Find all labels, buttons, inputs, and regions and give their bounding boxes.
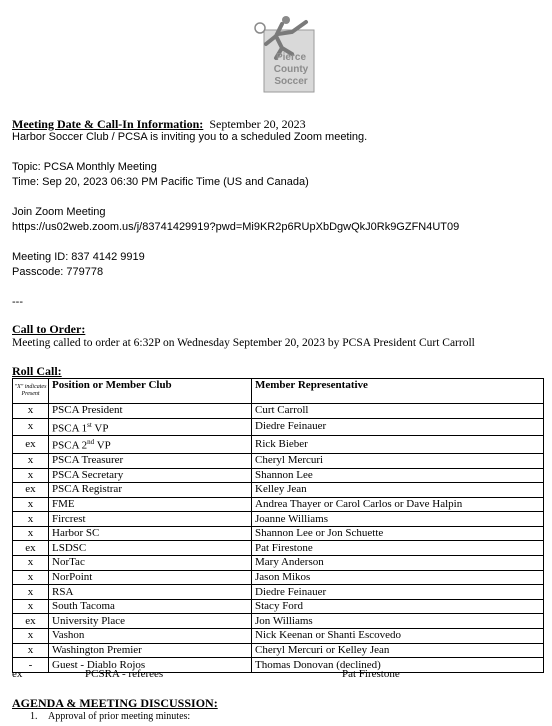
member-representative: Pat Firestone — [252, 541, 544, 556]
present-mark: x — [13, 512, 49, 527]
join-zoom-label: Join Zoom Meeting — [12, 206, 106, 218]
member-position: Vashon — [49, 629, 252, 644]
roll-call-header-row — [13, 379, 544, 404]
member-position: PSCA Treasurer — [49, 453, 252, 468]
present-mark: x — [13, 468, 49, 483]
present-mark: x — [13, 629, 49, 644]
agenda-item-number: 1. — [30, 711, 38, 722]
member-representative: Diedre Feinauer — [252, 418, 544, 436]
meeting-date: September 20, 2023 — [209, 117, 306, 131]
member-representative: Nick Keenan or Shanti Escovedo — [252, 629, 544, 644]
member-representative: Stacy Ford — [252, 599, 544, 614]
member-position: RSA — [49, 585, 252, 600]
roll-call-row — [13, 404, 544, 419]
member-position: NorTac — [49, 556, 252, 571]
present-mark: x — [13, 643, 49, 658]
member-position: PSCA President — [49, 404, 252, 419]
roll-call-row — [13, 629, 544, 644]
member-position: Harbor SC — [49, 526, 252, 541]
member-representative: Thomas Donovan (declined) — [252, 658, 544, 673]
meeting-invite: Harbor Soccer Club / PCSA is inviting you to a scheduled Zoom meeting. — [12, 131, 368, 143]
present-mark: ex — [13, 483, 49, 498]
col-header-present: "X" indicates Present — [13, 379, 49, 404]
roll-call-row — [13, 512, 544, 527]
present-mark: ex — [13, 614, 49, 629]
meeting-passcode: Passcode: 779778 — [12, 266, 104, 278]
member-position: LSDSC — [49, 541, 252, 556]
logo-text-line3: Soccer — [274, 76, 308, 87]
extra-mark: ex — [12, 668, 23, 680]
agenda-item-1: Approval of prior meeting minutes: — [48, 711, 191, 722]
meeting-time: Time: Sep 20, 2023 06:30 PM Pacific Time (US and Canada) — [12, 176, 309, 188]
member-position: Washington Premier — [49, 643, 252, 658]
member-position: NorPoint — [49, 570, 252, 585]
extra-position: PCSRA - referees — [85, 668, 164, 680]
meeting-info-heading-line — [12, 117, 306, 132]
present-mark: x — [13, 570, 49, 585]
present-mark: ex — [13, 541, 49, 556]
roll-call-row — [13, 570, 544, 585]
member-position: PSCA 2nd VP — [49, 436, 252, 454]
call-to-order-text: Meeting called to order at 6:32P on Wednesday September 20, 2023 by PCSA President Curt Carroll — [12, 337, 475, 349]
member-position: PSCA 1st VP — [49, 418, 252, 436]
member-representative: Jon Williams — [252, 614, 544, 629]
roll-call-row — [13, 556, 544, 571]
member-position: PSCA Secretary — [49, 468, 252, 483]
present-mark: x — [13, 453, 49, 468]
member-representative: Joanne Williams — [252, 512, 544, 527]
present-mark: x — [13, 404, 49, 419]
member-representative: Cheryl Mercuri — [252, 453, 544, 468]
pierce-county-soccer-logo — [252, 14, 318, 94]
present-mark: x — [13, 556, 49, 571]
roll-call-row — [13, 497, 544, 512]
member-position: PSCA Registrar — [49, 483, 252, 498]
separator: --- — [12, 296, 23, 308]
roll-call-row — [13, 526, 544, 541]
member-representative: Cheryl Mercuri or Kelley Jean — [252, 643, 544, 658]
roll-call-row — [13, 541, 544, 556]
member-representative: Mary Anderson — [252, 556, 544, 571]
member-position: University Place — [49, 614, 252, 629]
member-representative: Jason Mikos — [252, 570, 544, 585]
roll-call-table — [12, 378, 544, 673]
member-representative: Rick Bieber — [252, 436, 544, 454]
meeting-topic: Topic: PCSA Monthly Meeting — [12, 161, 157, 173]
member-representative: Shannon Lee or Jon Schuette — [252, 526, 544, 541]
extra-rep: Pat Firestone — [342, 668, 400, 680]
member-representative: Andrea Thayer or Carol Carlos or Dave Halpin — [252, 497, 544, 512]
present-mark: ex — [13, 436, 49, 454]
roll-call-row — [13, 418, 544, 436]
col-header-position: Position or Member Club — [49, 379, 252, 404]
roll-call-heading: Roll Call: — [12, 364, 62, 378]
agenda-heading: AGENDA & MEETING DISCUSSION: — [12, 696, 218, 710]
present-mark: x — [13, 599, 49, 614]
roll-call-row — [13, 585, 544, 600]
roll-call-row — [13, 453, 544, 468]
roll-call-row — [13, 468, 544, 483]
present-mark: x — [13, 497, 49, 512]
member-representative: Diedre Feinauer — [252, 585, 544, 600]
present-mark: x — [13, 418, 49, 436]
member-representative: Kelley Jean — [252, 483, 544, 498]
roll-call-row — [13, 436, 544, 454]
member-representative: Curt Carroll — [252, 404, 544, 419]
logo-text-line2: County — [273, 64, 309, 75]
meeting-info-heading: Meeting Date & Call-In Information: — [12, 117, 204, 131]
roll-call-row — [13, 614, 544, 629]
meeting-id: Meeting ID: 837 4142 9919 — [12, 251, 145, 263]
member-position: FME — [49, 497, 252, 512]
roll-call-row — [13, 643, 544, 658]
zoom-link[interactable]: https://us02web.zoom.us/j/83741429919?pwd=Mi9KR2p6RUpXbDgwQkJ0Rk9GZFN4UT09 — [12, 221, 460, 233]
member-position: South Tacoma — [49, 599, 252, 614]
col-header-rep: Member Representative — [252, 379, 544, 404]
member-position: Fircrest — [49, 512, 252, 527]
present-mark: x — [13, 585, 49, 600]
logo-text-line1: Pierce — [275, 52, 307, 63]
member-position: Guest - Diablo Rojos — [49, 658, 252, 673]
member-representative: Shannon Lee — [252, 468, 544, 483]
roll-call-row — [13, 599, 544, 614]
present-mark: x — [13, 526, 49, 541]
call-to-order-heading: Call to Order: — [12, 322, 86, 336]
roll-call-row — [13, 483, 544, 498]
present-mark: - — [13, 658, 49, 673]
